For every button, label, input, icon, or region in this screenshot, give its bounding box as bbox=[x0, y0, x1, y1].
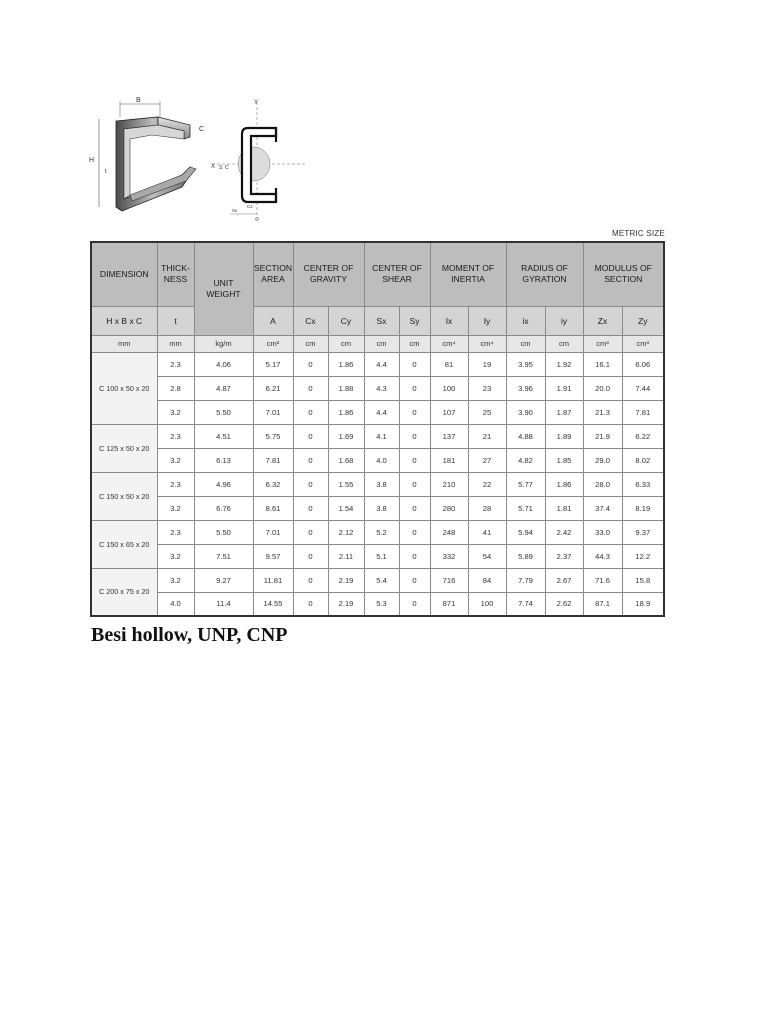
value-cell: 0 bbox=[399, 472, 430, 496]
table-row bbox=[91, 400, 664, 424]
value-cell: 23 bbox=[468, 376, 506, 400]
value-cell: 9.27 bbox=[194, 568, 253, 592]
unit-cell: cm bbox=[364, 335, 399, 352]
value-cell: 21.9 bbox=[583, 424, 622, 448]
value-cell: 11.4 bbox=[194, 592, 253, 616]
value-cell: 0 bbox=[399, 544, 430, 568]
value-cell: 4.4 bbox=[364, 400, 399, 424]
unit-cell: cm bbox=[545, 335, 583, 352]
table-row bbox=[91, 592, 664, 616]
value-cell: 1.92 bbox=[545, 352, 583, 376]
value-cell: 7.81 bbox=[253, 448, 293, 472]
label-t: t bbox=[105, 169, 107, 175]
unit-cell: cm³ bbox=[622, 335, 664, 352]
header-radius-gyration: RADIUS OF GYRATION bbox=[506, 242, 583, 306]
value-cell: 37.4 bbox=[583, 496, 622, 520]
value-cell: 5.50 bbox=[194, 520, 253, 544]
value-cell: 210 bbox=[430, 472, 468, 496]
value-cell: 9.37 bbox=[622, 520, 664, 544]
value-cell: 71.6 bbox=[583, 568, 622, 592]
table-body bbox=[91, 352, 664, 616]
value-cell: 0 bbox=[293, 520, 328, 544]
value-cell: 1.89 bbox=[545, 424, 583, 448]
unit-cell: kg/m bbox=[194, 335, 253, 352]
value-cell: 21 bbox=[468, 424, 506, 448]
value-cell: 16.1 bbox=[583, 352, 622, 376]
value-cell: 4.06 bbox=[194, 352, 253, 376]
symbol-cx: Cx bbox=[293, 306, 328, 335]
symbol-cy: Cy bbox=[328, 306, 364, 335]
value-cell: 22 bbox=[468, 472, 506, 496]
label-h: H bbox=[89, 157, 95, 164]
value-cell: 21.3 bbox=[583, 400, 622, 424]
table-row bbox=[91, 424, 664, 448]
header-thickness: THICK- NESS bbox=[157, 242, 194, 306]
value-cell: 7.01 bbox=[253, 520, 293, 544]
value-cell: 9.57 bbox=[253, 544, 293, 568]
value-cell: 2.37 bbox=[545, 544, 583, 568]
table-row bbox=[91, 544, 664, 568]
value-cell: 7.79 bbox=[506, 568, 545, 592]
symbol-iy-inertia: Iy bbox=[468, 306, 506, 335]
value-cell: 4.3 bbox=[364, 376, 399, 400]
value-cell: 248 bbox=[430, 520, 468, 544]
value-cell: 0 bbox=[399, 424, 430, 448]
value-cell: 29.0 bbox=[583, 448, 622, 472]
value-cell: 2.19 bbox=[328, 592, 364, 616]
value-cell: 6.13 bbox=[194, 448, 253, 472]
table-row bbox=[91, 472, 664, 496]
label-c-section: C bbox=[225, 165, 229, 171]
label-x: X bbox=[211, 164, 216, 170]
value-cell: 3.8 bbox=[364, 472, 399, 496]
caption: Besi hollow, UNP, CNP bbox=[91, 624, 288, 646]
header-unit-weight: UNIT WEIGHT bbox=[194, 242, 253, 335]
value-cell: 2.8 bbox=[157, 376, 194, 400]
unit-cell: mm bbox=[91, 335, 157, 352]
value-cell: 3.2 bbox=[157, 496, 194, 520]
table-row bbox=[91, 352, 664, 376]
value-cell: 4.1 bbox=[364, 424, 399, 448]
symbol-ix-inertia: Ix bbox=[430, 306, 468, 335]
value-cell: 137 bbox=[430, 424, 468, 448]
header-section-area: SECTION AREA bbox=[253, 242, 293, 306]
value-cell: 0 bbox=[293, 544, 328, 568]
value-cell: 2.3 bbox=[157, 520, 194, 544]
value-cell: 1.91 bbox=[545, 376, 583, 400]
dimension-cell: C 150 x 50 x 20 bbox=[91, 472, 157, 520]
symbol-ix-gyration: ix bbox=[506, 306, 545, 335]
label-b: B bbox=[136, 97, 141, 104]
value-cell: 4.87 bbox=[194, 376, 253, 400]
table-row bbox=[91, 520, 664, 544]
value-cell: 6.33 bbox=[622, 472, 664, 496]
value-cell: 5.17 bbox=[253, 352, 293, 376]
value-cell: 1.87 bbox=[545, 400, 583, 424]
value-cell: 0 bbox=[293, 352, 328, 376]
value-cell: 2.67 bbox=[545, 568, 583, 592]
symbol-zy: Zy bbox=[622, 306, 664, 335]
value-cell: 0 bbox=[293, 376, 328, 400]
value-cell: 0 bbox=[293, 448, 328, 472]
value-cell: 8.19 bbox=[622, 496, 664, 520]
value-cell: 4.82 bbox=[506, 448, 545, 472]
unit-cell: cm bbox=[293, 335, 328, 352]
metric-size-label: METRIC SIZE bbox=[612, 229, 665, 238]
value-cell: 7.44 bbox=[622, 376, 664, 400]
label-y: Y bbox=[254, 100, 259, 106]
value-cell: 181 bbox=[430, 448, 468, 472]
value-cell: 5.2 bbox=[364, 520, 399, 544]
value-cell: 5.50 bbox=[194, 400, 253, 424]
unit-cell: cm bbox=[399, 335, 430, 352]
value-cell: 100 bbox=[430, 376, 468, 400]
value-cell: 107 bbox=[430, 400, 468, 424]
value-cell: 0 bbox=[399, 376, 430, 400]
unit-cell: cm² bbox=[253, 335, 293, 352]
value-cell: 4.96 bbox=[194, 472, 253, 496]
label-s: S bbox=[219, 165, 223, 171]
value-cell: 20.0 bbox=[583, 376, 622, 400]
value-cell: 12.2 bbox=[622, 544, 664, 568]
value-cell: 871 bbox=[430, 592, 468, 616]
value-cell: 3.2 bbox=[157, 448, 194, 472]
value-cell: 2.3 bbox=[157, 352, 194, 376]
header-center-shear: CENTER OF SHEAR bbox=[364, 242, 430, 306]
label-sx: Sx bbox=[232, 208, 238, 213]
unit-cell: mm bbox=[157, 335, 194, 352]
value-cell: 5.1 bbox=[364, 544, 399, 568]
value-cell: 332 bbox=[430, 544, 468, 568]
value-cell: 0 bbox=[293, 496, 328, 520]
symbol-iy-gyration: iy bbox=[545, 306, 583, 335]
value-cell: 41 bbox=[468, 520, 506, 544]
value-cell: 33.0 bbox=[583, 520, 622, 544]
label-c: C bbox=[199, 126, 205, 133]
value-cell: 19 bbox=[468, 352, 506, 376]
value-cell: 0 bbox=[293, 424, 328, 448]
value-cell: 5.4 bbox=[364, 568, 399, 592]
table-row bbox=[91, 376, 664, 400]
dimension-cell: C 200 x 75 x 20 bbox=[91, 568, 157, 616]
value-cell: 1.54 bbox=[328, 496, 364, 520]
value-cell: 4.4 bbox=[364, 352, 399, 376]
value-cell: 0 bbox=[399, 448, 430, 472]
header-moment-inertia: MOMENT OF INERTIA bbox=[430, 242, 506, 306]
value-cell: 6.76 bbox=[194, 496, 253, 520]
value-cell: 3.2 bbox=[157, 544, 194, 568]
value-cell: 3.2 bbox=[157, 400, 194, 424]
unit-row bbox=[91, 335, 664, 352]
symbol-thickness: t bbox=[157, 306, 194, 335]
value-cell: 0 bbox=[399, 496, 430, 520]
value-cell: 1.69 bbox=[328, 424, 364, 448]
value-cell: 54 bbox=[468, 544, 506, 568]
value-cell: 1.86 bbox=[328, 352, 364, 376]
value-cell: 6.22 bbox=[622, 424, 664, 448]
value-cell: 6.06 bbox=[622, 352, 664, 376]
value-cell: 25 bbox=[468, 400, 506, 424]
value-cell: 28.0 bbox=[583, 472, 622, 496]
value-cell: 3.95 bbox=[506, 352, 545, 376]
unit-cell: cm bbox=[328, 335, 364, 352]
value-cell: 84 bbox=[468, 568, 506, 592]
value-cell: 2.12 bbox=[328, 520, 364, 544]
channel-section-diagram bbox=[210, 98, 310, 222]
value-cell: 2.11 bbox=[328, 544, 364, 568]
symbol-area: A bbox=[253, 306, 293, 335]
value-cell: 0 bbox=[293, 472, 328, 496]
unit-cell: cm bbox=[506, 335, 545, 352]
value-cell: 6.32 bbox=[253, 472, 293, 496]
header-modulus-section: MODULUS OF SECTION bbox=[583, 242, 664, 306]
value-cell: 5.75 bbox=[253, 424, 293, 448]
value-cell: 27 bbox=[468, 448, 506, 472]
value-cell: 0 bbox=[399, 568, 430, 592]
value-cell: 2.3 bbox=[157, 472, 194, 496]
value-cell: 0 bbox=[399, 352, 430, 376]
value-cell: 7.74 bbox=[506, 592, 545, 616]
unit-cell: cm⁴ bbox=[430, 335, 468, 352]
dimension-cell: C 125 x 50 x 20 bbox=[91, 424, 157, 472]
value-cell: 5.89 bbox=[506, 544, 545, 568]
value-cell: 100 bbox=[468, 592, 506, 616]
value-cell: 0 bbox=[293, 400, 328, 424]
value-cell: 1.85 bbox=[545, 448, 583, 472]
value-cell: 5.94 bbox=[506, 520, 545, 544]
value-cell: 1.68 bbox=[328, 448, 364, 472]
value-cell: 1.55 bbox=[328, 472, 364, 496]
unit-cell: cm⁴ bbox=[468, 335, 506, 352]
value-cell: 0 bbox=[293, 568, 328, 592]
value-cell: 2.19 bbox=[328, 568, 364, 592]
header-center-gravity: CENTER OF GRAVITY bbox=[293, 242, 364, 306]
value-cell: 716 bbox=[430, 568, 468, 592]
value-cell: 4.88 bbox=[506, 424, 545, 448]
value-cell: 2.3 bbox=[157, 424, 194, 448]
dimension-cell: C 100 x 50 x 20 bbox=[91, 352, 157, 424]
value-cell: 7.01 bbox=[253, 400, 293, 424]
symbol-sx: Sx bbox=[364, 306, 399, 335]
channel-3d-diagram bbox=[86, 95, 206, 217]
value-cell: 11.81 bbox=[253, 568, 293, 592]
value-cell: 5.71 bbox=[506, 496, 545, 520]
value-cell: 2.42 bbox=[545, 520, 583, 544]
value-cell: 3.90 bbox=[506, 400, 545, 424]
value-cell: 3.96 bbox=[506, 376, 545, 400]
value-cell: 3.2 bbox=[157, 568, 194, 592]
table-row bbox=[91, 496, 664, 520]
value-cell: 0 bbox=[399, 592, 430, 616]
table-header-row bbox=[91, 242, 664, 306]
table-row bbox=[91, 448, 664, 472]
value-cell: 5.3 bbox=[364, 592, 399, 616]
value-cell: 8.02 bbox=[622, 448, 664, 472]
value-cell: 7.81 bbox=[622, 400, 664, 424]
value-cell: 81 bbox=[430, 352, 468, 376]
value-cell: 28 bbox=[468, 496, 506, 520]
value-cell: 7.51 bbox=[194, 544, 253, 568]
symbol-dimension: H x B x C bbox=[91, 306, 157, 335]
value-cell: 1.88 bbox=[328, 376, 364, 400]
value-cell: 1.86 bbox=[328, 400, 364, 424]
symbol-row bbox=[91, 306, 664, 335]
value-cell: 44.3 bbox=[583, 544, 622, 568]
symbol-sy: Sy bbox=[399, 306, 430, 335]
value-cell: 4.0 bbox=[157, 592, 194, 616]
symbol-zx: Zx bbox=[583, 306, 622, 335]
value-cell: 87.1 bbox=[583, 592, 622, 616]
value-cell: 2.62 bbox=[545, 592, 583, 616]
dimension-cell: C 150 x 65 x 20 bbox=[91, 520, 157, 568]
value-cell: 8.61 bbox=[253, 496, 293, 520]
value-cell: 0 bbox=[399, 520, 430, 544]
value-cell: 15.8 bbox=[622, 568, 664, 592]
value-cell: 5.77 bbox=[506, 472, 545, 496]
label-cx: Cx bbox=[247, 204, 253, 209]
spec-table bbox=[90, 241, 665, 617]
value-cell: 3.8 bbox=[364, 496, 399, 520]
value-cell: 14.55 bbox=[253, 592, 293, 616]
unit-cell: cm³ bbox=[583, 335, 622, 352]
value-cell: 1.86 bbox=[545, 472, 583, 496]
value-cell: 0 bbox=[293, 592, 328, 616]
value-cell: 1.81 bbox=[545, 496, 583, 520]
value-cell: 0 bbox=[399, 400, 430, 424]
value-cell: 4.0 bbox=[364, 448, 399, 472]
value-cell: 18.9 bbox=[622, 592, 664, 616]
value-cell: 6.21 bbox=[253, 376, 293, 400]
value-cell: 280 bbox=[430, 496, 468, 520]
table-row bbox=[91, 568, 664, 592]
value-cell: 4.51 bbox=[194, 424, 253, 448]
header-dimension: DIMENSION bbox=[91, 242, 157, 306]
